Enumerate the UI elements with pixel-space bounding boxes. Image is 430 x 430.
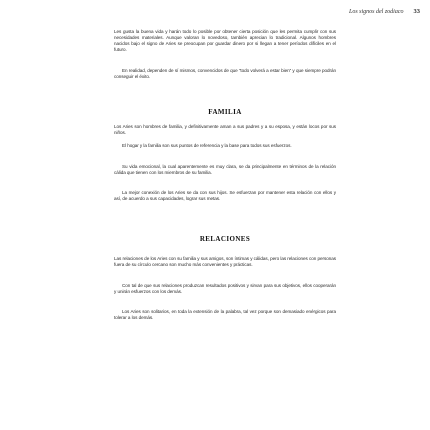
body-paragraph-familia-4: La mejor conexión de los Aries se da con sus hijos. Se esfuerzan por mantener esta relación con ellos y así, de acuerdo a sus capacidades, lograr sus metas. — [114, 190, 336, 202]
section-heading-familia: FAMILIA — [208, 108, 242, 116]
body-paragraph-relaciones-3: Los Aries son solitarios, en toda la extensión de la palabra, tal vez porque son demasiado enérgicos para tolerar a los demás. — [114, 309, 336, 321]
body-paragraph-intro-1: Les gusta la buena vida y harán todo lo posible por obtener cierta posición que les permita cumplir con sus necesidades materiales. Aunque valoran lo novedoso, también aprecian lo tradicional. Algunos hombres nacidos bajo el signo de Aries se preocupan por guardar dinero por si llegan a tener períodos difíciles en el futuro. — [114, 29, 336, 53]
body-paragraph-familia-3: Su vida emocional, la cual aparentemente es muy clara, se da principalmente en términos de la relación cálida que tienen con los miembros de su familia. — [114, 164, 336, 176]
body-paragraph-familia-2: El hogar y la familia son sus puntos de referencia y la base para todos sus esfuerzos. — [122, 143, 292, 148]
body-paragraph-relaciones-1: Las relaciones de los Aries con su familia y sus amigos, son íntimas y cálidas, pero las relaciones con personas fuera de su círculo cercano son mucho más convenientes y prácticas. — [114, 256, 336, 268]
section-heading-relaciones: RELACIONES — [199, 235, 251, 243]
body-paragraph-intro-2: En realidad, dependen de sí mismos, convencidos de que “todo volverá a estar bien” y que siempre podrán conseguir el éxito. — [114, 68, 336, 80]
body-paragraph-relaciones-2: Con tal de que sus relaciones produzcan resultados positivos y sirvan para sus objetivos, ellos cooperarán y unirán esfuerzos con los demás. — [114, 283, 336, 295]
body-paragraph-familia-1: Los Aries son hombres de familia, y definitivamente aman a sus padres y a su esposa, y están locos por sus niños. — [114, 124, 336, 136]
page-number: 33 — [413, 8, 420, 15]
running-title: Los signos del zodiaco — [348, 9, 404, 15]
running-header — [270, 8, 420, 15]
